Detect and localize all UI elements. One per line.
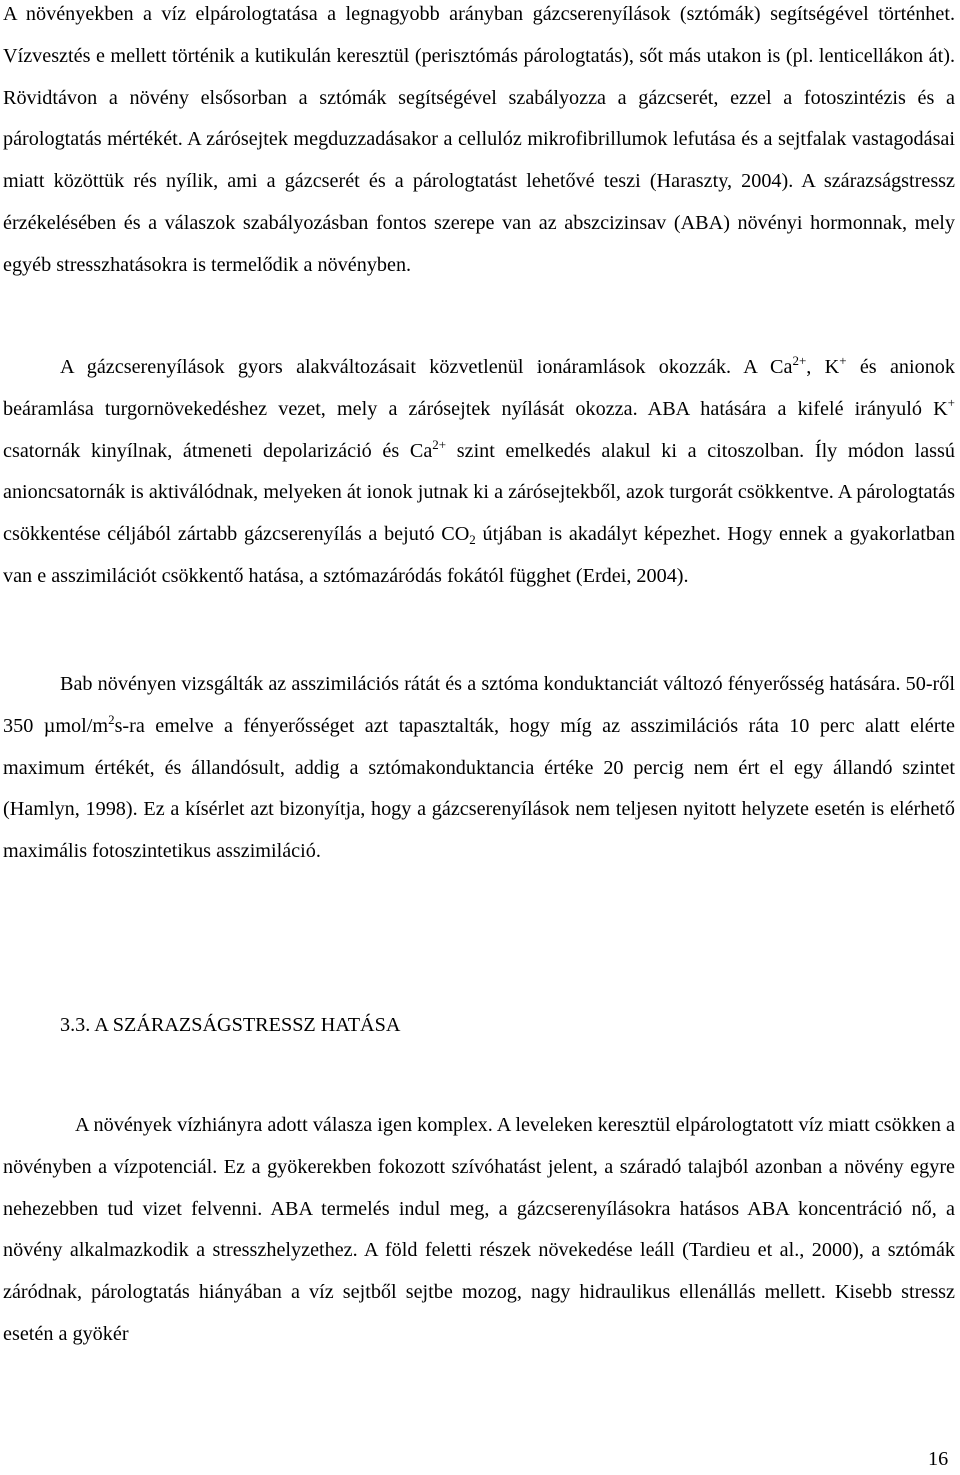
page-number: 16 xyxy=(928,1448,949,1470)
paragraph-ion-flows xyxy=(3,347,955,598)
paragraph-bean-experiment xyxy=(3,664,955,873)
paragraph-text: , K xyxy=(806,356,840,378)
paragraph-text: csatornák kinyílnak, átmeneti depolarizáció és Ca xyxy=(3,439,433,462)
paragraph-text: A növényekben a víz elpárologtatása a legnagyobb arányban gázcserenyílások (sztómák) segítségével történhet. Vízvesztés e mellett történik a kutikulán keresztül (perisztómás párologtatás), sőt más utakon is (pl. lenticellákon át). Rövidtávon a növény elsősorban a sztómák segítségével szabályozza a gázcserét, ezzel a fotoszintézis és a párologtatás mértékét. A zárósejtek megduzzadásakor a cellulóz mikrofibrillumok lefutása és a sejtfalak vastagodásai miatt közöttük rés nyílik, ami a gázcserét és a párologtatást lehetővé teszi (Haraszty, 2004). A szárazságstressz érzékelésében és a válaszok szabályozásban fontos szerepe van az abszcizinsav (ABA) növényi hormonnak, mely egyéb stresszhatásokra is termelődik a növényben. xyxy=(3,3,955,276)
paragraph-text: útjában is akadályt képezhet. Hogy ennek a gyakorlatban van e asszimilációt csökkentő hatása, a sztómazáródás fokától függhet (Erdei, 2004). xyxy=(3,523,955,587)
paragraph-water-deficit xyxy=(3,1105,955,1356)
paragraph-text: és anionok beáramlása turgornövekedéshez vezet, mely a zárósejtek nyílását okozza. ABA hatására a kifelé irányuló K xyxy=(3,356,955,420)
paragraph-text: Bab növényen vizsgálták az asszimilációs rátát és a sztóma konduktanciát változó fényerősség hatására. 50-ről 350 µmol/m xyxy=(3,673,955,737)
paragraph-text: A gázcserenyílások gyors alakváltozásait közvetlenül ionáramlások okozzák. A Ca xyxy=(60,356,793,378)
superscript: 2+ xyxy=(432,436,447,452)
subscript: 2 xyxy=(469,532,476,548)
superscript: 2 xyxy=(108,711,115,727)
paragraph-text: s-ra emelve a fényerősséget azt tapasztalták, hogy míg az asszimilációs ráta 10 perc alatt elérte maximum értékét, és állandósult, addig a sztómakonduktancia értéke 20 percig nem ért el egy állandó szintet (Hamlyn, 1998). Ez a kísérlet azt bizonyítja, hogy a gázcserenyílások nem teljesen nyitott helyzete esetén is elérhető maximális fotoszintetikus asszimiláció. xyxy=(3,714,955,863)
paragraph-text: A növények vízhiányra adott válasza igen komplex. A leveleken keresztül elpárologtatott víz miatt csökken a növényben a vízpotenciál. Ez a gyökerekben fokozott szívóhatást jelent, a száradó talajból azonban a növény egyre nehezebben tud vizet felvenni. ABA termelés indul meg, a gázcserenyílásokra hatásos ABA koncentráció nő, a növény alkalmazkodik a stresszhelyzethez. A föld feletti részek növekedése leáll (Tardieu et al., 2000), a sztómák záródnak, párologtatás hiányában a víz sejtből sejtbe mozog, nagy hidraulikus ellenállás mellett. Kisebb stressz esetén a gyökér xyxy=(3,1114,955,1345)
superscript: + xyxy=(947,394,955,410)
paragraph-stomata-transpiration xyxy=(3,0,955,287)
superscript: + xyxy=(839,353,847,368)
superscript: 2+ xyxy=(792,353,807,368)
section-heading: 3.3. A SZÁRAZSÁGSTRESSZ HATÁSA xyxy=(60,1014,401,1036)
paragraph-text: szint emelkedés alakul ki a citoszolban. Íly módon lassú anioncsatornák is aktiválódnak, melyeken át ionok jutnak ki a zárósejtekből, azok turgorát csökkentve. A párologtatás csökkentése céljából zártabb gázcserenyílás a bejutó CO xyxy=(3,439,955,546)
